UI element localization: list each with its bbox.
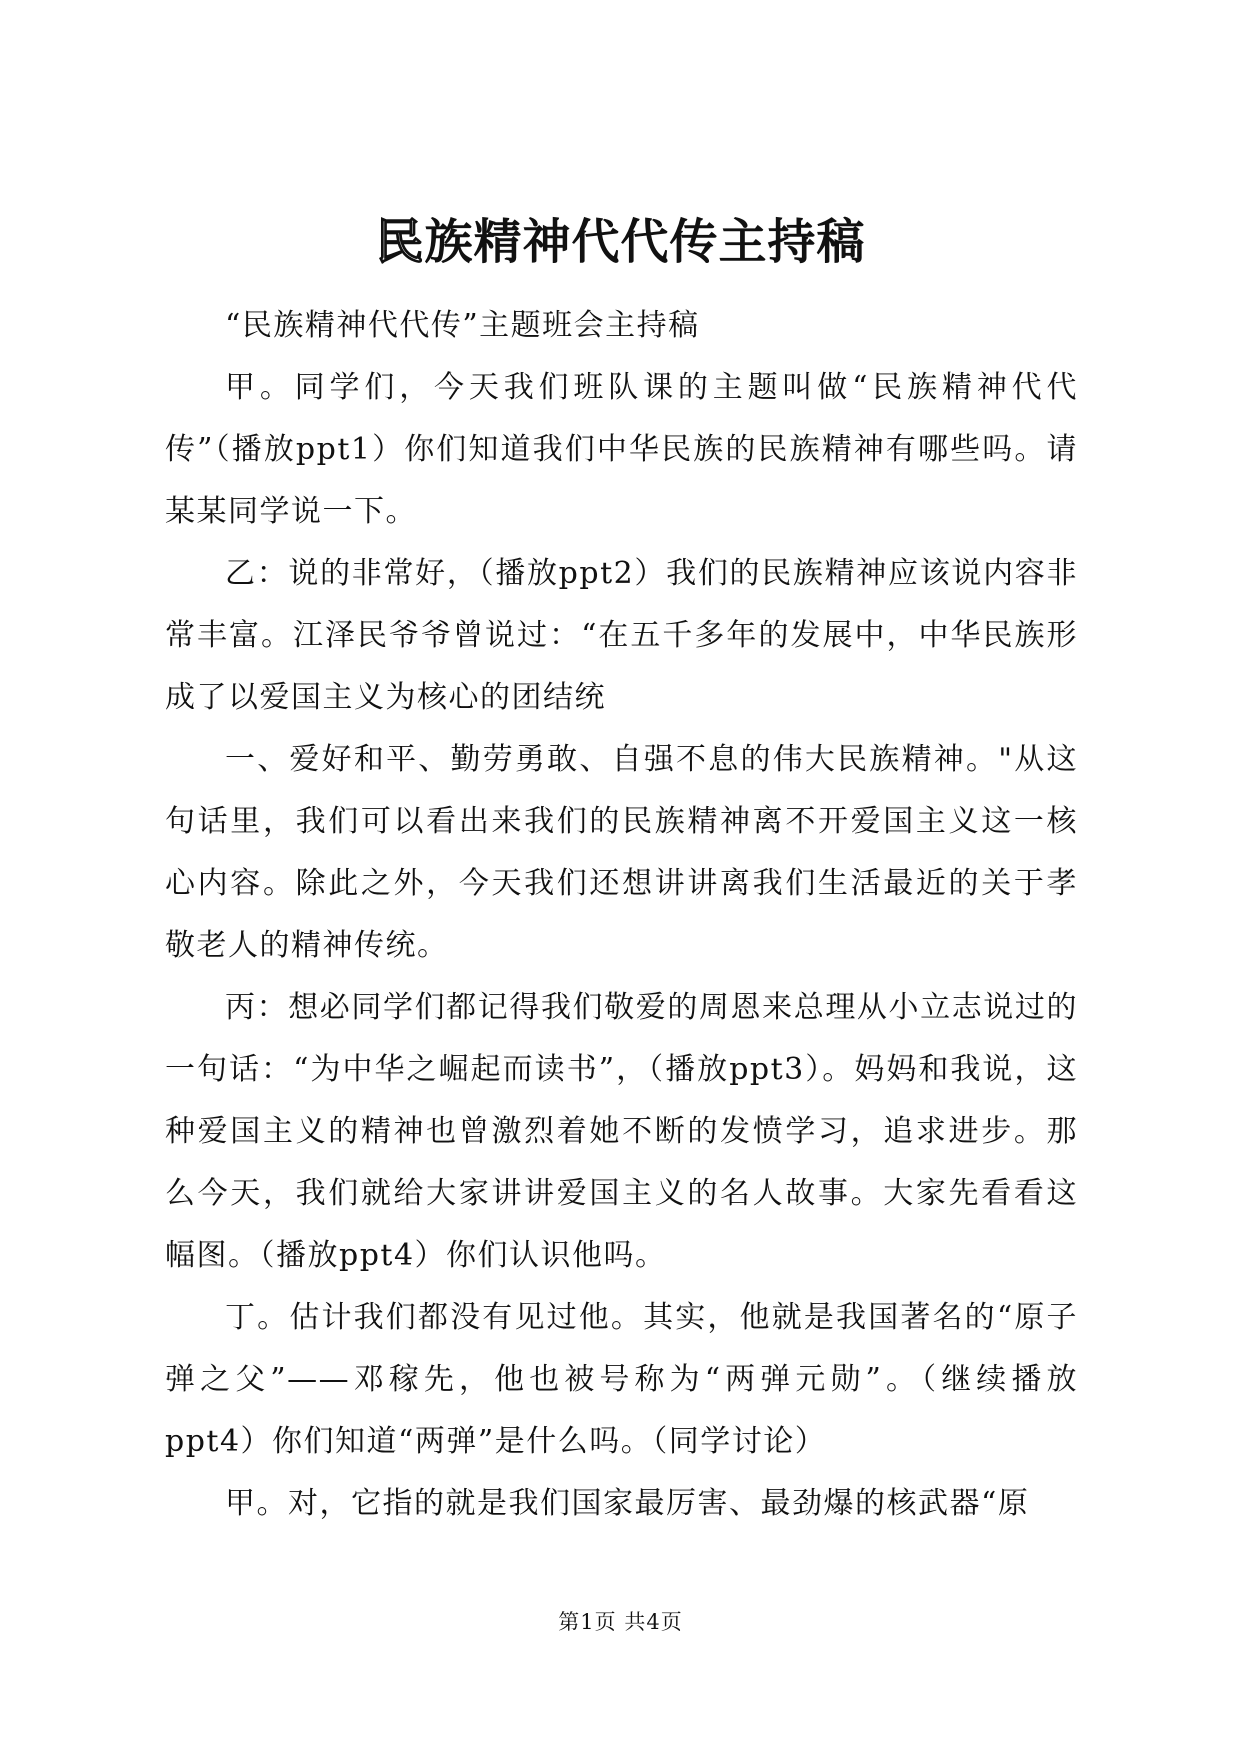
paragraph-bing: 丙：想必同学们都记得我们敬爱的周恩来总理从小立志说过的一句话：“为中华之崛起而读书”，（播放ppt3）。妈妈和我说，这种爱国主义的精神也曾激烈着她不断的发愤学习，追求进步。那么今天，我们就给大家讲讲爱国主义的名人故事。大家先看看这幅图。（播放ppt4）你们认识他吗。 xyxy=(165,990,1078,1273)
document-title xyxy=(0,214,1241,270)
title-rest: 族精神代代传主持稿 xyxy=(424,214,866,270)
paragraph-continuation: 一、爱好和平、勤劳勇敢、自强不息的伟大民族精神。"从这句话里，我们可以看出来我们的民族精神离不开爱国主义这一核心内容。除此之外，今天我们还想讲讲离我们生活最近的关于孝敬老人的精神传统。 xyxy=(165,742,1078,963)
title-first-char: 民 xyxy=(375,214,425,270)
paragraph-subtitle: “民族精神代代传”主题班会主持稿 xyxy=(225,308,700,343)
paragraph-yi: 乙：说的非常好，（播放ppt2）我们的民族精神应该说内容非常丰富。江泽民爷爷曾说过：“在五千多年的发展中，中华民族形成了以爱国主义为核心的团结统 xyxy=(165,556,1078,715)
paragraph-jia-2: 甲。对，它指的就是我们国家最厉害、最劲爆的核武器“原 xyxy=(225,1486,1030,1521)
paragraph-ding: 丁。估计我们都没有见过他。其实，他就是我国著名的“原子弹之父”——邓稼先，他也被号称为“两弹元勋”。（继续播放ppt4）你们知道“两弹”是什么吗。（同学讨论） xyxy=(165,1300,1078,1459)
document-body xyxy=(165,295,1078,1535)
page-footer: 第1页 共4页 xyxy=(558,1610,683,1634)
paragraph-jia-1: 甲。同学们，今天我们班队课的主题叫做“民族精神代代传”（播放ppt1）你们知道我们中华民族的民族精神有哪些吗。请某某同学说一下。 xyxy=(165,370,1078,529)
